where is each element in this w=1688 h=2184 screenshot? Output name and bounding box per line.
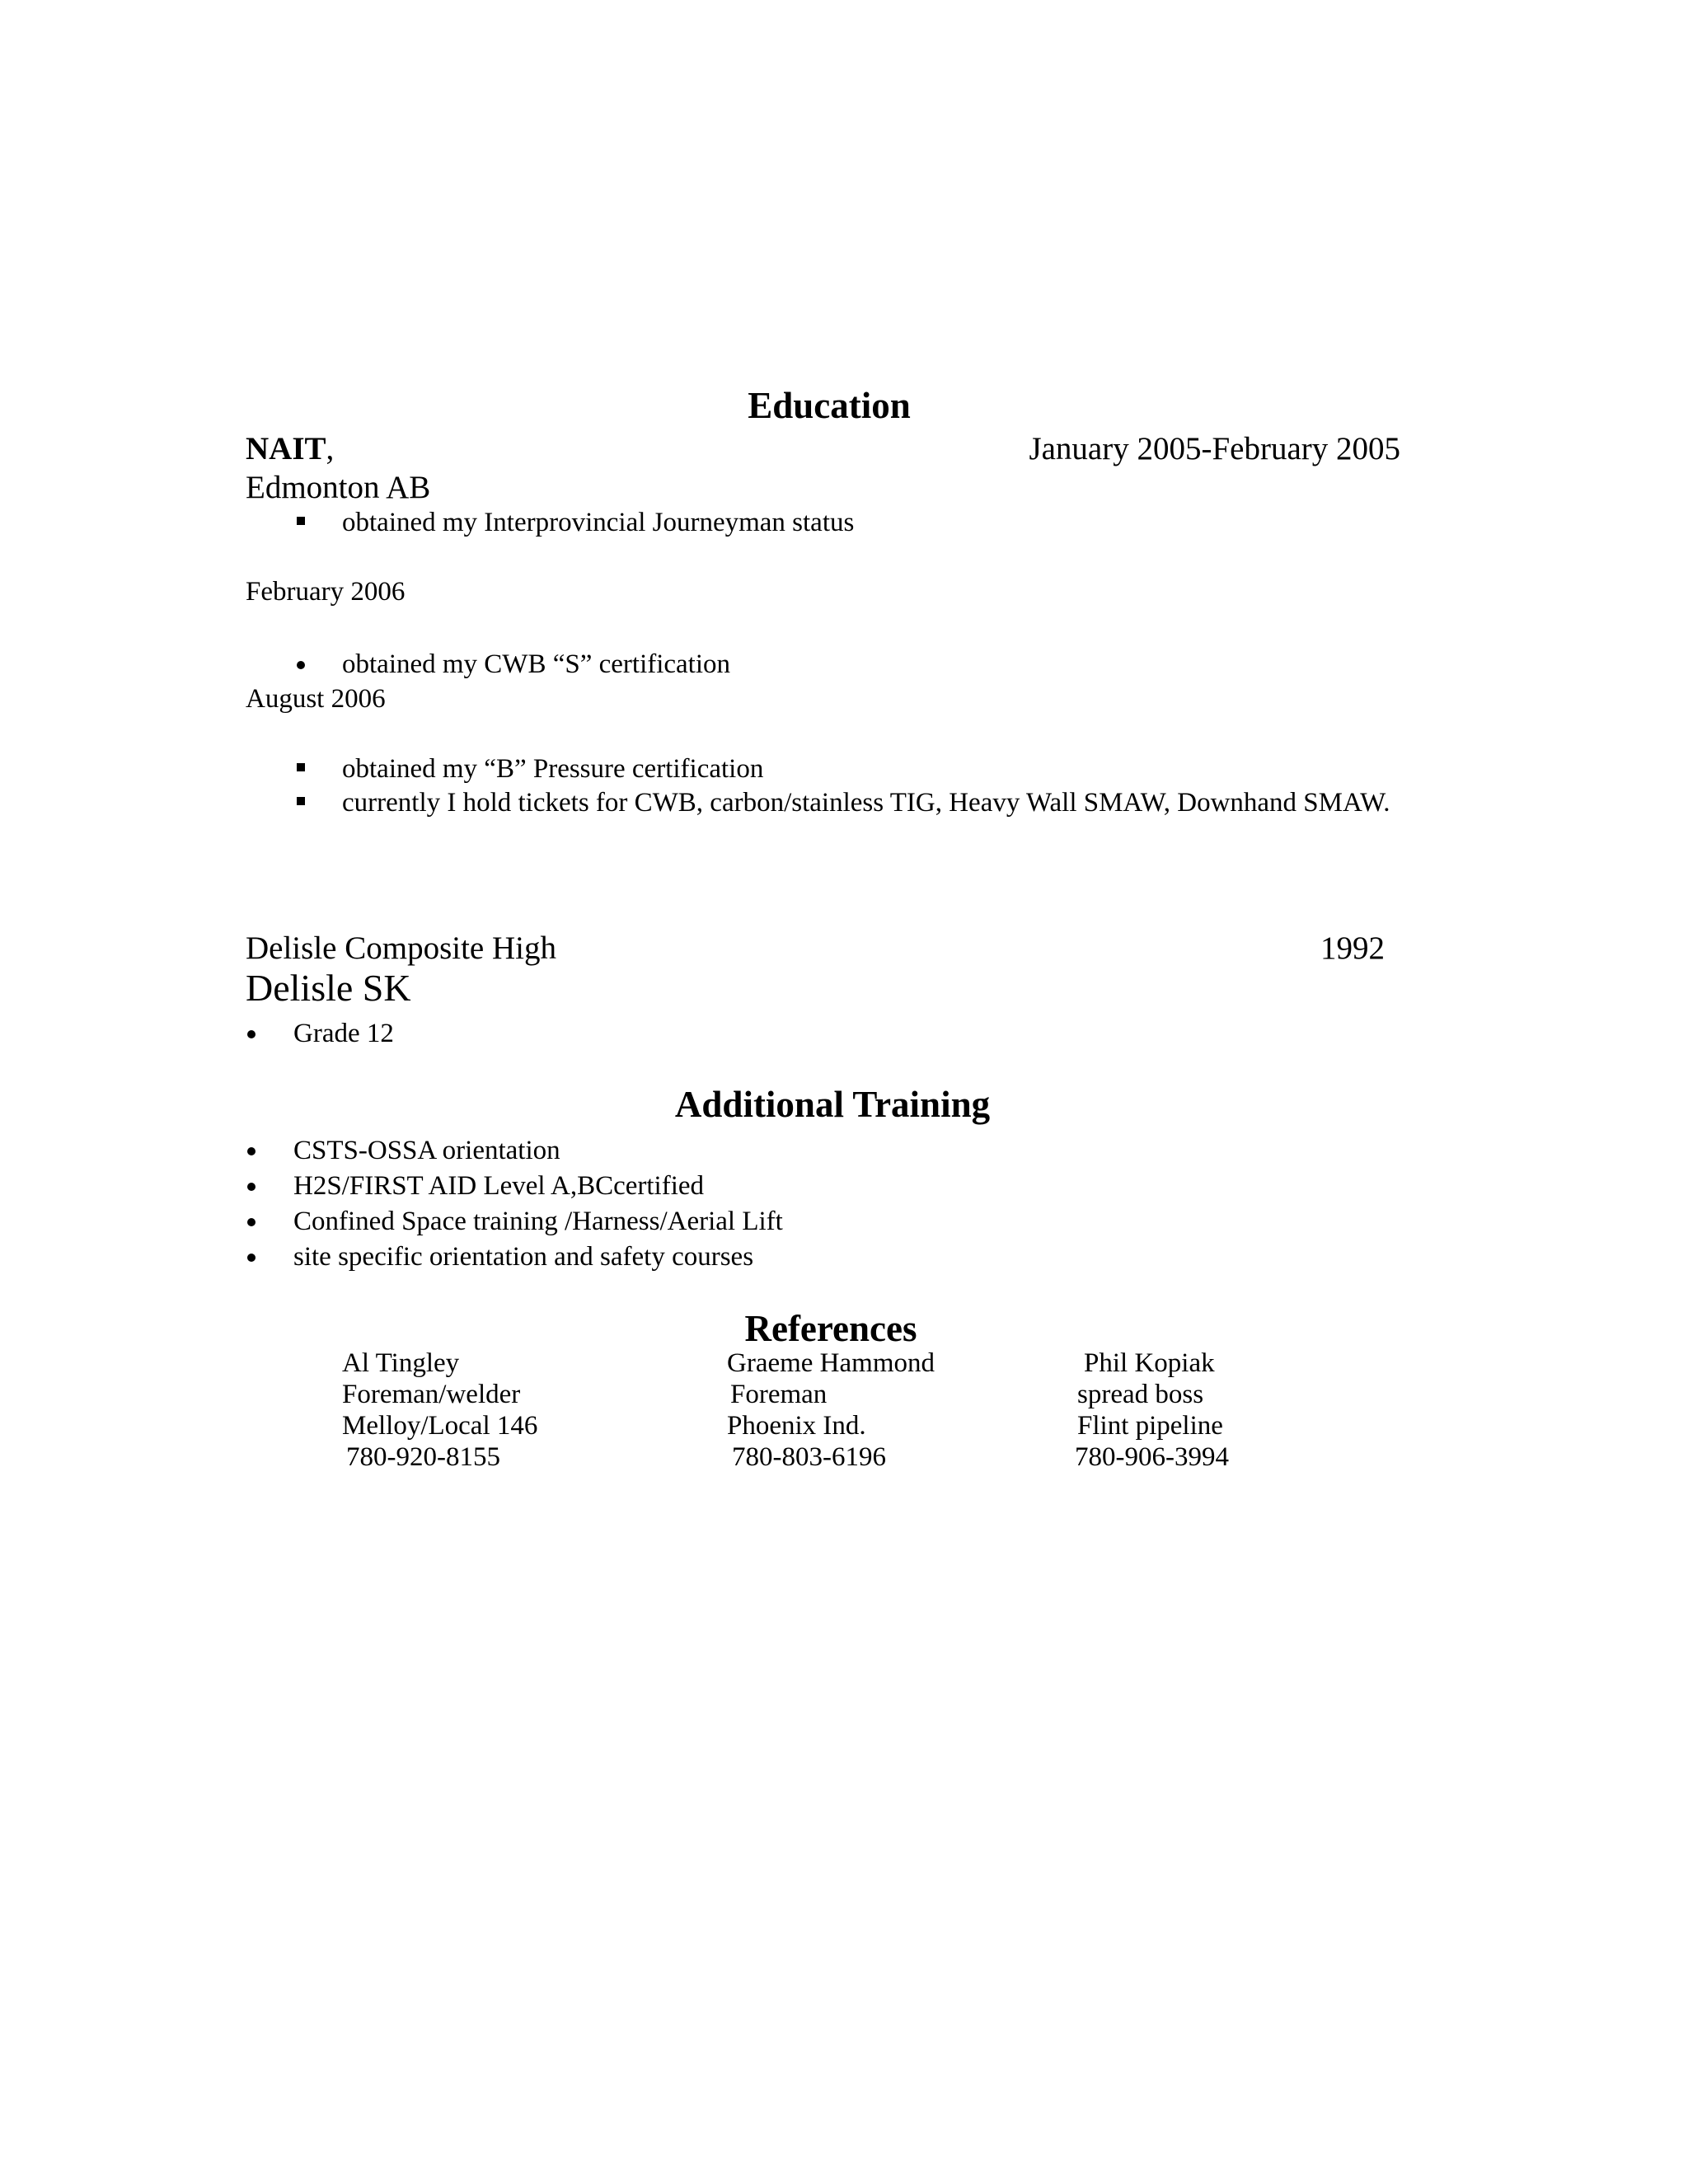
round-bullet-icon (247, 1254, 256, 1262)
reference-1-title: Foreman/welder (342, 1380, 521, 1409)
training-item-2: H2S/FIRST AID Level A,BCcertified (293, 1171, 705, 1201)
nait-location: Edmonton AB (246, 470, 431, 505)
highschool-year: 1992 (1320, 930, 1385, 966)
nait-dates: January 2005-February 2005 (1029, 431, 1400, 466)
square-bullet-icon (297, 797, 305, 805)
reference-1-name: Al Tingley (342, 1348, 460, 1378)
reference-3-title: spread boss (1077, 1380, 1204, 1409)
feb2006-bullet-1: obtained my CWB “S” certification (342, 649, 731, 679)
aug2006-date: August 2006 (246, 684, 386, 714)
square-bullet-icon (297, 763, 305, 771)
training-item-1: CSTS-OSSA orientation (293, 1136, 560, 1165)
square-bullet-icon (297, 517, 305, 525)
highschool-location: Delisle SK (246, 967, 411, 1009)
references-heading: References (744, 1308, 917, 1349)
round-bullet-icon (247, 1218, 256, 1226)
round-bullet-icon (297, 661, 305, 669)
reference-2-title: Foreman (730, 1380, 828, 1409)
reference-2-name: Graeme Hammond (727, 1348, 935, 1378)
nait-bullet-1: obtained my Interprovincial Journeyman status (342, 508, 855, 537)
reference-2-phone: 780-803-6196 (732, 1442, 886, 1472)
reference-2-company: Phoenix Ind. (727, 1411, 866, 1441)
round-bullet-icon (247, 1147, 256, 1155)
reference-3-name: Phil Kopiak (1084, 1348, 1215, 1378)
reference-1-phone: 780-920-8155 (346, 1442, 500, 1472)
reference-1-company: Melloy/Local 146 (342, 1411, 538, 1441)
training-heading: Additional Training (674, 1084, 991, 1125)
training-item-3: Confined Space training /Harness/Aerial Lift (293, 1207, 783, 1236)
reference-3-phone: 780-906-3994 (1075, 1442, 1229, 1472)
nait-name: NAIT (246, 431, 326, 466)
nait-comma: , (326, 431, 335, 466)
highschool-bullet-1: Grade 12 (293, 1019, 394, 1048)
feb2006-date: February 2006 (246, 577, 406, 607)
nait-name-line (246, 433, 334, 465)
round-bullet-icon (247, 1183, 256, 1191)
highschool-name: Delisle Composite High (246, 930, 556, 966)
training-item-4: site specific orientation and safety courses (293, 1242, 754, 1272)
education-heading: Education (748, 385, 911, 426)
aug2006-bullet-1: obtained my “B” Pressure certification (342, 754, 764, 784)
reference-3-company: Flint pipeline (1077, 1411, 1223, 1441)
aug2006-bullet-2: currently I hold tickets for CWB, carbon/stainless TIG, Heavy Wall SMAW, Downhand SMAW. (342, 788, 1390, 818)
round-bullet-icon (247, 1030, 256, 1038)
